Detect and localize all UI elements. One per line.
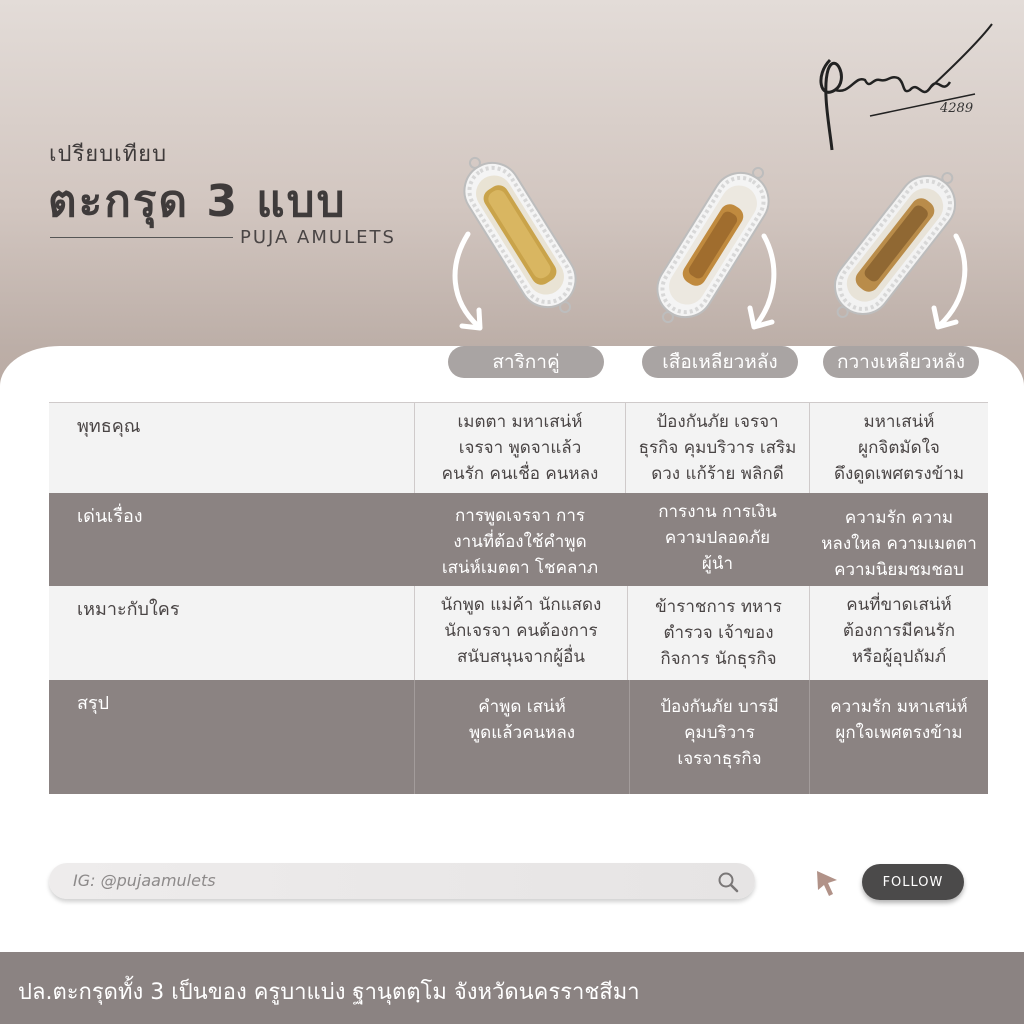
curved-arrow-icon-1: [446, 226, 496, 336]
footer-note: ปล.ตะกรุดทั้ง 3 เป็นของ ครูบาแบ่ง ฐานุตตฺโม จังหวัดนครราชสีมา: [18, 980, 640, 1005]
brand-name: PUJA AMULETS: [240, 227, 396, 248]
cursor-icon: [814, 868, 840, 898]
table-cell: ป้องกันภัย บารมี คุมบริวาร เจรจาธุรกิจ: [660, 697, 779, 769]
product-label-3: กวางเหลียวหลัง: [823, 346, 979, 378]
curved-arrow-icon-3: [920, 230, 976, 335]
follow-button[interactable]: FOLLOW: [862, 864, 964, 900]
page-subtitle: เปรียบเทียบ: [49, 142, 168, 167]
table-row: [49, 402, 988, 494]
product-label-1: สาริกาคู่: [448, 346, 604, 378]
table-cell: การพูดเจรจา การ งานที่ต้องใช้คำพูด เสน่ห์เมตตา โชคลาภ: [441, 506, 599, 578]
table-row: [49, 493, 988, 586]
search-bar[interactable]: [49, 863, 755, 899]
signature-number: 4289: [940, 101, 974, 116]
row-label: พุทธคุณ: [77, 416, 141, 437]
table-cell: เมตตา มหาเสน่ห์ เจรจา พูดจาแล้ว คนรัก คนเชื่อ คนหลง: [441, 412, 599, 484]
table-cell: ป้องกันภัย เจรจา ธุรกิจ คุมบริวาร เสริม ดวง แก้ร้าย พลิกดี: [638, 412, 797, 484]
product-label-2: เสือเหลียวหลัง: [642, 346, 798, 378]
table-cell: คนที่ขาดเสน่ห์ ต้องการมีคนรัก หรือผู้อุปถัมภ์: [842, 595, 956, 667]
table-cell: นักพูด แม่ค้า นักแสดง นักเจรจา คนต้องการ สนับสนุนจากผู้อื่น: [440, 595, 602, 667]
table-row: [49, 586, 988, 680]
table-cell: คำพูด เสน่ห์ พูดแล้วคนหลง: [468, 697, 576, 743]
table-cell: ความรัก มหาเสน่ห์ ผูกใจเพศตรงข้าม: [830, 697, 968, 743]
footer-banner: [0, 952, 1024, 1024]
row-label: เด่นเรื่อง: [77, 506, 143, 527]
search-input[interactable]: IG: @pujaamulets: [73, 871, 216, 890]
page-title: ตะกรุด 3 แบบ: [48, 176, 347, 227]
signature-logo: [810, 20, 1000, 160]
curved-arrow-icon-2: [738, 230, 788, 335]
table-row: [49, 680, 988, 794]
table-cell: ความรัก ความ หลงใหล ความเมตตา ความนิยมชมชอบ: [821, 508, 977, 580]
title-divider: [50, 237, 233, 238]
search-icon[interactable]: [717, 871, 739, 893]
row-label: เหมาะกับใคร: [77, 599, 180, 620]
row-label: สรุป: [77, 693, 110, 714]
table-cell: มหาเสน่ห์ ผูกจิตมัดใจ ดึงดูดเพศตรงข้าม: [833, 412, 965, 484]
table-cell: ข้าราชการ ทหาร ตำรวจ เจ้าของ กิจการ นักธุรกิจ: [655, 597, 782, 669]
table-cell: การงาน การเงิน ความปลอดภัย ผู้นำ: [658, 502, 777, 574]
